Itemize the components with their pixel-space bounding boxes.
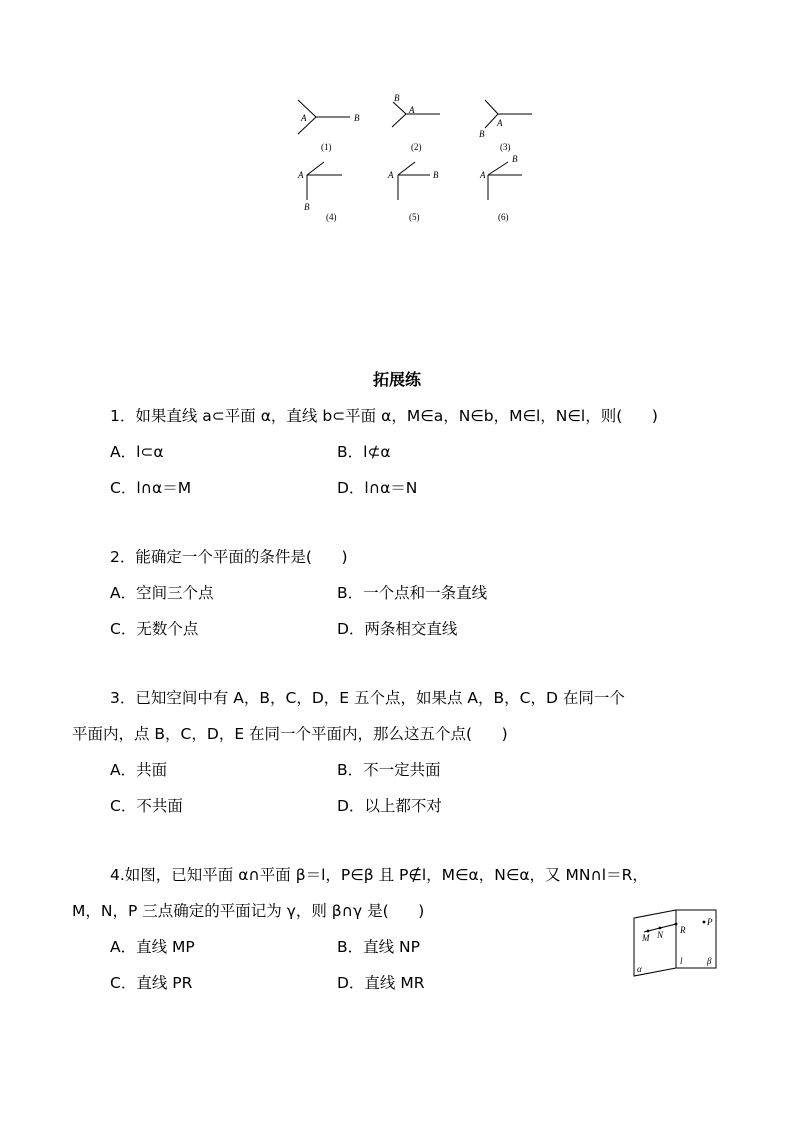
fig1-label-a: A	[301, 113, 307, 123]
q2-option-c[interactable]: C．无数个点	[110, 620, 199, 638]
fig6-label-b: B	[512, 154, 518, 164]
q2-option-d[interactable]: D．两条相交直线	[337, 620, 458, 638]
q4-option-a[interactable]: A．直线 MP	[110, 938, 195, 956]
q3-option-d[interactable]: D．以上都不对	[337, 797, 442, 815]
fig3-label-b: B	[479, 129, 485, 139]
fig2-label-a: A	[409, 105, 415, 115]
angle-figures	[280, 92, 550, 232]
fig2-label-b: B	[394, 93, 400, 103]
q3-option-a[interactable]: A．共面	[110, 761, 168, 779]
q3-stem-line2: 平面内，点 B，C，D，E 在同一个平面内，那么这五个点( )	[72, 725, 508, 743]
fig6-label-a: A	[480, 170, 486, 180]
q2-option-b[interactable]: B．一个点和一条直线	[337, 584, 488, 602]
fig3-label-a: A	[497, 118, 503, 128]
fig5-label-b: B	[433, 170, 439, 180]
fig3-caption: (3)	[500, 142, 511, 152]
q4-option-d[interactable]: D．直线 MR	[337, 974, 425, 992]
fig4-label-a: A	[298, 170, 304, 180]
fig6-caption: (6)	[498, 212, 509, 222]
diagram-label-n: N	[657, 930, 664, 940]
q3-stem-line1: 3．已知空间中有 A，B，C，D，E 五个点，如果点 A，B，C，D 在同一个	[110, 689, 625, 707]
fig5-caption: (5)	[409, 212, 420, 222]
fig2-caption: (2)	[411, 142, 422, 152]
planes-diagram	[630, 906, 722, 978]
diagram-label-m: M	[642, 933, 650, 943]
diagram-label-beta: β	[707, 956, 712, 966]
q1-stem: 1．如果直线 a⊂平面 α，直线 b⊂平面 α，M∈a，N∈b，M∈l，N∈l，则( )	[110, 407, 658, 425]
q3-option-c[interactable]: C．不共面	[110, 797, 183, 815]
diagram-label-l: l	[680, 956, 683, 966]
q1-option-c[interactable]: C．l∩α＝M	[110, 479, 192, 497]
q4-stem-line1: 4.如图，已知平面 α∩平面 β＝l，P∈β 且 P∉l，M∈α，N∈α，又 MN∩l＝R，	[110, 866, 648, 884]
q3-option-b[interactable]: B．不一定共面	[337, 761, 441, 779]
q1-option-d[interactable]: D．l∩α＝N	[337, 479, 418, 497]
angle-figures-svg	[280, 92, 550, 232]
fig1-caption: (1)	[321, 142, 332, 152]
q1-option-b[interactable]: B．l⊄α	[337, 443, 391, 461]
section-title: 拓展练	[372, 370, 421, 389]
planes-diagram-svg	[630, 906, 722, 978]
fig5-label-a: A	[388, 170, 394, 180]
fig4-caption: (4)	[326, 212, 337, 222]
q4-option-c[interactable]: C．直线 PR	[110, 974, 193, 992]
fig1-label-b: B	[354, 113, 360, 123]
fig4-label-b: B	[304, 202, 310, 212]
q2-option-a[interactable]: A．空间三个点	[110, 584, 214, 602]
diagram-label-r: R	[680, 925, 686, 935]
q1-option-a[interactable]: A．l⊂α	[110, 443, 164, 461]
q4-option-b[interactable]: B．直线 NP	[337, 938, 421, 956]
diagram-label-p: P	[707, 917, 713, 927]
diagram-label-alpha: α	[637, 964, 642, 974]
q2-stem: 2．能确定一个平面的条件是( )	[110, 548, 348, 566]
q4-stem-line2: M，N，P 三点确定的平面记为 γ，则 β∩γ 是( )	[72, 902, 425, 920]
